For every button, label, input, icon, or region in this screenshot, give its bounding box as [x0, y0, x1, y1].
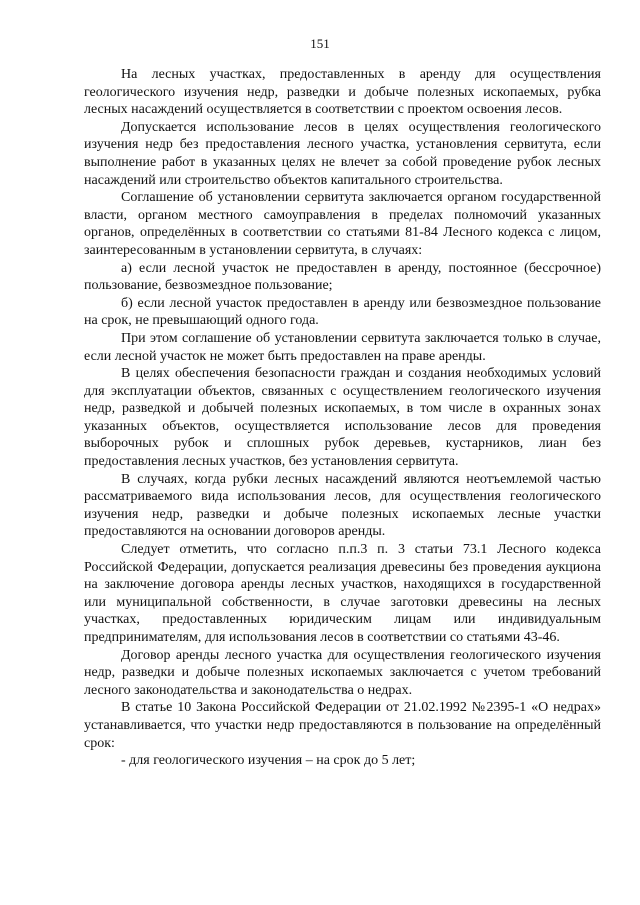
paragraph-safety-logging: В целях обеспечения безопасности граждан и создания необходимых условий для эксплуатации объектов, связанных с осуществлением геологического изучения недр, разведкой и добычей полезных ископаемых, в том числе в охранных зонах указанных объектов, осуществляется использование лесов для проведения выборочных рубок и сплошных рубок деревьев, кустарников, лиан без предоставления лесных участков, без установления сервитута.: [84, 366, 601, 470]
document-body: [84, 66, 601, 770]
paragraph-use-without-plot: Допускается использование лесов в целях осуществления геологического изучения недр без предоставления лесного участка, установления сервитута, если выполнение работ в указанных целях не влечет за собой проведение рубок лесных насаждений или строительство объектов капитального строительства.: [84, 119, 601, 188]
paragraph-case-b: б) если лесной участок предоставлен в аренду или безвозмездное пользование на срок, не превышающий одного года.: [84, 295, 601, 329]
paragraph-lease-basis: В случаях, когда рубки лесных насаждений являются неотъемлемой частью рассматриваемого вида использования лесов, для осуществления геологического изучения недр, разведки и добыче полезных ископаемых лесные участки предоставляются на основании договоров аренды.: [84, 471, 601, 540]
paragraph-servitude-agreement: Соглашение об установлении сервитута заключается органом государственной власти, органом местного самоуправления в пределах полномочий указанных органов, определённых в соответствии со статьями 81-84 Лесного кодекса с лицом, заинтересованным в установлении сервитута, в случаях:: [84, 190, 601, 258]
paragraph-subsoil-law: В статье 10 Закона Российской Федерации от 21.02.1992 №2395-1 «О недрах» устанавливается, что участки недр предоставляются в пользование на определённый срок:: [84, 700, 601, 751]
paragraph-lease-contract: Договор аренды лесного участка для осуществления геологического изучения недр, разведки и добыче полезных ископаемых заключается с учетом требований лесного законодательства и законодательства о недрах.: [84, 647, 601, 698]
paragraph-servitude-condition: При этом соглашение об установлении сервитута заключается только в случае, если лесной участок не может быть предоставлен на праве аренды.: [84, 330, 601, 364]
page-number: 151: [310, 36, 330, 51]
list-item-geological-term: - для геологического изучения – на срок до 5 лет;: [121, 753, 416, 769]
paragraph-timber-sale: Следует отметить, что согласно п.п.3 п. 3 статьи 73.1 Лесного кодекса Российской Федерации, допускается реализация древесины без проведения аукциона на заключение договора аренды лесных участков, находящихся в государственной или муниципальной собственности, в случае заготовки древесины на лесных участках, предоставленных юридическим лицам или индивидуальным предпринимателям, для использования лесов в соответствии со статьями 43-46.: [84, 542, 601, 645]
paragraph-lease-logging: На лесных участках, предоставленных в аренду для осуществления геологического изучения недр, разведки и добыче полезных ископаемых, рубка лесных насаждений осуществляется в соответствии с проектом освоения лесов.: [84, 67, 601, 118]
paragraph-case-a: а) если лесной участок не предоставлен в аренду, постоянное (бессрочное) пользование, безвозмездное пользование;: [84, 260, 601, 294]
